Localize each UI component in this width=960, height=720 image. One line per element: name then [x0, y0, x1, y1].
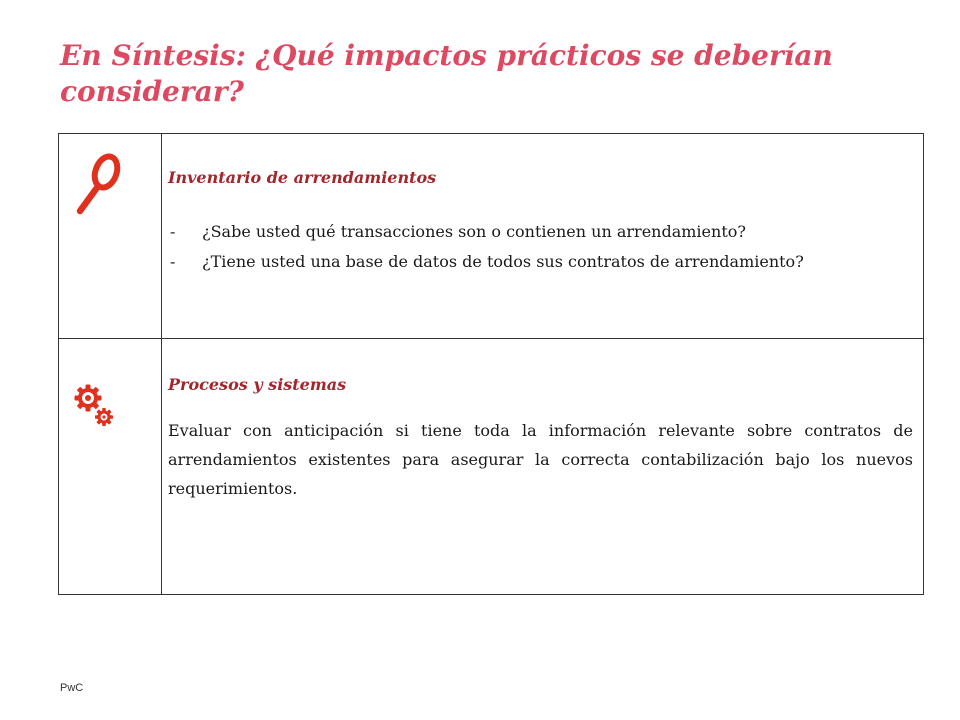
bullet-text: ¿Sabe usted qué transacciones son o contienen un arrendamiento?	[202, 222, 746, 241]
text-cell	[162, 339, 924, 595]
footer-brand: PwC	[60, 682, 84, 694]
slide-title: En Síntesis: ¿Qué impactos prácticos se deberían considerar?	[60, 39, 833, 108]
gears-icon	[69, 379, 119, 433]
bullet-list	[168, 217, 913, 277]
list-item	[168, 247, 913, 277]
icon-cell	[59, 134, 162, 339]
magnifier-icon	[69, 148, 129, 222]
bullet-marker: -	[170, 252, 176, 271]
text-cell	[162, 134, 924, 339]
table-row	[59, 134, 924, 339]
impacts-table	[58, 133, 924, 595]
table-row	[59, 339, 924, 595]
bullet-text: ¿Tiene usted una base de datos de todos sus contratos de arrendamiento?	[202, 252, 804, 271]
bullet-marker: -	[170, 222, 176, 241]
icon-cell	[59, 339, 162, 595]
section-heading: Procesos y sistemas	[168, 375, 347, 394]
list-item	[168, 217, 913, 247]
section-heading: Inventario de arrendamientos	[168, 168, 437, 187]
section-body: Evaluar con anticipación si tiene toda la información relevante sobre contratos de arrendamientos existentes para asegurar la correcta contabilización bajo los nuevos requerimientos.	[168, 421, 913, 498]
